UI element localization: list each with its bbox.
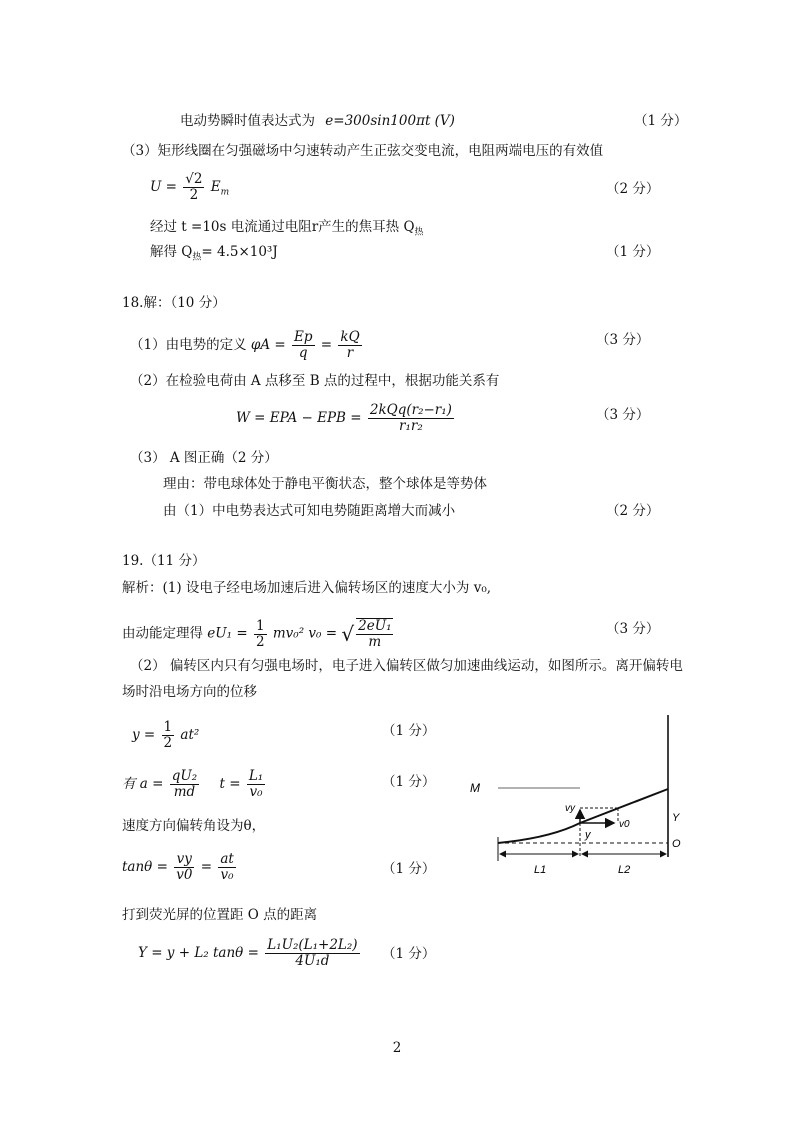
q18-work-num: 2kQq(r₂−r₁) <box>369 402 452 418</box>
q19-Y-lhs: Y = y + L₂ tanθ = <box>138 945 259 961</box>
v-resultant <box>580 809 616 823</box>
q19-y-num: 1 <box>163 719 173 735</box>
q19-tan-num2: at <box>220 851 234 867</box>
score-q19-1: （3 分） <box>606 621 660 637</box>
label-m: M <box>470 781 480 795</box>
joule-heat-line <box>150 218 424 242</box>
joule-result-value: = 4.5×10³J <box>201 244 278 260</box>
q19-tan-lhs: tanθ = <box>122 859 168 875</box>
q19-y-lhs: y = <box>132 727 156 743</box>
q18-equals: = <box>320 337 333 353</box>
q19-y-rhs: at² <box>180 727 200 743</box>
q19-a-t-equation <box>122 769 267 800</box>
rms-emax-subscript: m <box>220 187 230 198</box>
rms-equation <box>150 172 229 203</box>
score-q19-tan: （1 分） <box>382 861 436 877</box>
score-q19-y: （1 分） <box>382 723 436 739</box>
q18-part1-text: （1）由电势的定义 <box>130 337 247 353</box>
q18-potential-lhs: φA = <box>250 337 286 353</box>
rms-numerator: √2 <box>185 171 203 187</box>
joule-heat-subscript: 热 <box>414 227 424 238</box>
label-O: O <box>672 838 681 850</box>
joule-result-subscript: 热 <box>192 252 202 263</box>
q19-y-den: 2 <box>163 735 173 751</box>
score-q19-a: （1 分） <box>382 774 436 790</box>
q19-half-den: 2 <box>255 633 265 650</box>
score-q19-Y: （1 分） <box>382 946 436 962</box>
q19-t-num: L₁ <box>248 768 264 784</box>
score-q18-2: （3 分） <box>596 407 650 423</box>
label-y: y <box>585 829 591 841</box>
q18-fraction-2 <box>338 330 361 361</box>
q18-part2: （2）在检验电荷由 A 点移至 B 点的过程中，根据功能关系有 <box>130 373 500 389</box>
q18-frac2-num: kQ <box>340 329 360 345</box>
q19-Y-fraction <box>265 938 359 969</box>
q18-work-equation <box>236 403 456 434</box>
score-q18-1: （3 分） <box>596 332 650 348</box>
q19-a-num: qU₂ <box>171 768 198 784</box>
rms-emax: E <box>210 179 221 195</box>
q18-frac1-num: Ep <box>294 329 313 345</box>
q19-t-den: v₀ <box>249 784 263 800</box>
rms-denominator: 2 <box>189 187 199 203</box>
q19-half-num: 1 <box>255 617 265 634</box>
deflection-diagram <box>440 705 700 880</box>
q19-energy-mid: mv₀² v₀ = <box>272 625 338 642</box>
page-number: 2 <box>392 1040 402 1056</box>
q18-work-fraction <box>368 403 454 434</box>
q19-half-fraction <box>254 619 267 650</box>
q19-a-fraction <box>170 769 199 800</box>
rms-fraction <box>183 172 204 203</box>
score-rms: （2 分） <box>606 181 660 197</box>
q19-tan-den1: v0 <box>176 867 193 883</box>
score-emf: （1 分） <box>634 113 688 129</box>
q19-sqrt-fraction <box>356 618 393 650</box>
q18-part3: （3） A 图正确（2 分） <box>130 450 278 466</box>
q19-tan-equation <box>122 852 238 883</box>
q19-t-fraction <box>247 769 265 800</box>
q19-energy-lhs: eU₁ = <box>207 625 248 642</box>
q19-tan-den2: v₀ <box>220 867 234 883</box>
q18-part1 <box>130 330 364 361</box>
q19-theta-line: 速度方向偏转角设为θ， <box>122 818 266 834</box>
q18-frac1-den: q <box>298 345 308 361</box>
q19-energy-equation <box>122 618 395 650</box>
emf-equation: e=300sin100πt (V) <box>325 113 455 129</box>
q19-part1: 解析：(1) 设电子经电场加速后进入偏转场区的速度大小为 v₀, <box>122 580 492 596</box>
emf-expression-line <box>180 112 455 130</box>
q19-y-fraction <box>162 720 175 751</box>
q18-work-lhs: W = EPA − EPB = <box>236 410 362 426</box>
q19-part2-line2: 场时沿电场方向的位移 <box>122 684 257 700</box>
q18-fraction-1 <box>292 330 315 361</box>
q19-tan-fraction-1 <box>174 852 194 883</box>
q18-reason-2: 由（1）中电势表达式可知电势随距离增大而减小 <box>163 503 456 519</box>
score-q18-3: （2 分） <box>606 503 660 519</box>
q19-a-den: md <box>173 784 196 800</box>
q19-hit-line: 打到荧光屏的位置距 O 点的距离 <box>122 907 318 923</box>
parabolic-path <box>498 823 580 843</box>
label-Y: Y <box>672 812 680 824</box>
rms-lhs: U = <box>150 179 177 195</box>
label-L2: L2 <box>618 864 631 876</box>
q18-frac2-den: r <box>346 345 354 361</box>
q19-Y-equation <box>138 938 362 969</box>
q19-sqrt-num: 2eU₁ <box>358 618 392 634</box>
q19-tan-num1: vy <box>174 852 194 868</box>
q19-part2-line1: （2） 偏转区内只有匀强电场时，电子进入偏转区做匀加速曲线运动，如图所示。离开偏转电 <box>130 658 683 674</box>
label-vy: vy <box>565 803 575 814</box>
q19-y-equation <box>132 720 199 751</box>
part3-statement: （3）矩形线圈在匀强磁场中匀速转动产生正弦交变电流，电阻两端电压的有效值 <box>122 143 604 159</box>
q19-energy-text: 由动能定理得 <box>122 625 203 642</box>
label-L1: L1 <box>534 864 547 876</box>
q18-heading: 18.解：（10 分） <box>122 295 226 311</box>
q19-heading: 19.（11 分） <box>122 553 206 569</box>
joule-result-text: 解得 Q <box>150 244 193 260</box>
emf-expression-text: 电动势瞬时值表达式为 <box>180 113 315 129</box>
q19-sqrt-den: m <box>368 634 382 650</box>
q18-reason: 理由：带电球体处于静电平衡状态，整个球体是等势体 <box>163 476 487 492</box>
joule-heat-text: 经过 t =10s 电流通过电阻r产生的焦耳热 Q <box>150 219 415 235</box>
q19-sqrt: √ $\frac{\text{2eU₁}}{m}$ <box>341 618 392 650</box>
q19-t-lhs: t = <box>219 776 241 792</box>
q18-work-den: r₁r₂ <box>399 418 423 434</box>
q19-tan-fraction-2 <box>218 852 235 883</box>
label-v0: v0 <box>619 819 630 830</box>
joule-heat-result <box>150 243 278 267</box>
q19-a-lhs: 有 a = <box>122 776 164 792</box>
q19-Y-den: 4U₁d <box>295 953 330 969</box>
score-joule: （1 分） <box>606 244 660 260</box>
q19-Y-num: L₁U₂(L₁+2L₂) <box>267 937 358 953</box>
q19-tan-equals: = <box>200 859 213 875</box>
